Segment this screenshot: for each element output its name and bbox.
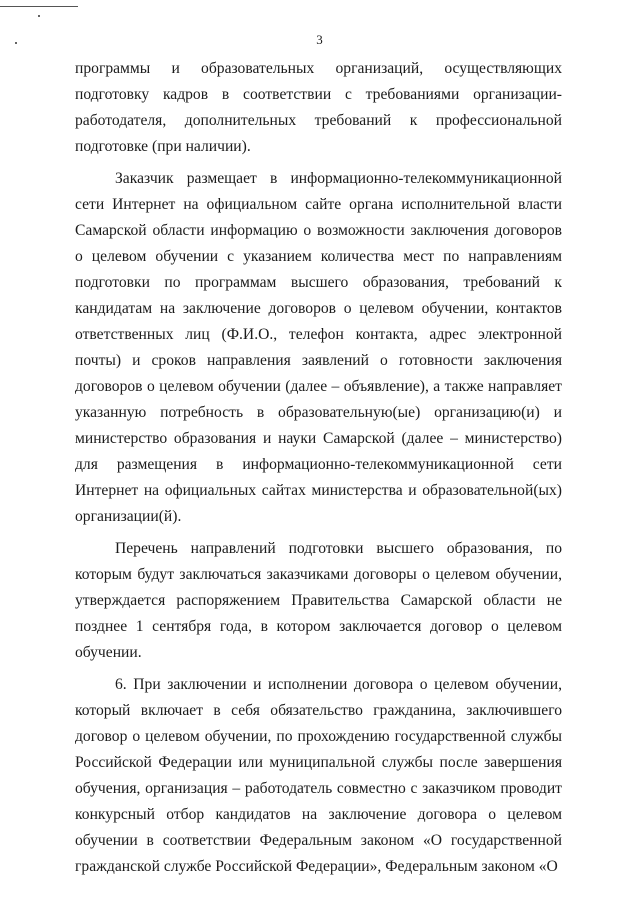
scan-artifact-line <box>0 6 78 7</box>
paragraph-continuation: программы и образовательных организаций, осуществляющих подготовку кадров в соответствии с требованиями организации-работодателя, дополнительных требований к профессиональной подготовке (при наличии). <box>75 60 562 155</box>
paragraph-item-6: 6. При заключении и исполнении договора о целевом обучении, который включает в себя обязательство гражданина, заключившего договор о целевом обучении, по прохождению государственной службы Российской Федерации или муниципальной службы после завершения обучения, организация – работодатель совместно с заказчиком проводит конкурсный отбор кандидатов на заключение договора о целевом обучении в соответствии Федеральным законом «О государственной гражданской службе Российской Федерации», Федеральным законом «О <box>75 676 562 875</box>
scan-artifact-dot <box>38 15 40 17</box>
paragraph-training-directions: Перечень направлений подготовки высшего образования, по которым будут заключаться заказчиками договоры о целевом обучении, утверждается распоряжением Правительства Самарской области не позднее 1 сентября года, в котором заключается договор о целевом обучении. <box>75 540 562 661</box>
paragraph-customer-announcement: Заказчик размещает в информационно-телекоммуникационной сети Интернет на официальном сайте органа исполнительной власти Самарской области информацию о возможности заключения договоров о целевом обучении с указанием количества мест по направлениям подготовки по программам высшего образования, требований к кандидатам на заключение договоров о целевом обучении, контактов ответственных лиц (Ф.И.О., телефон контакта, адрес электронной почты) и сроков направления заявлений о готовности заключения договоров о целевом обучении (далее – объявление), а также направляет указанную потребность в образовательную(ые) организацию(и) и министерство образования и науки Самарской (далее – министерство) для размещения в информационно-телекоммуникационной сети Интернет на официальных сайтах министерства и образовательной(ых) организации(й). <box>75 170 562 525</box>
page-number: 3 <box>316 32 323 47</box>
document-body <box>75 56 562 880</box>
